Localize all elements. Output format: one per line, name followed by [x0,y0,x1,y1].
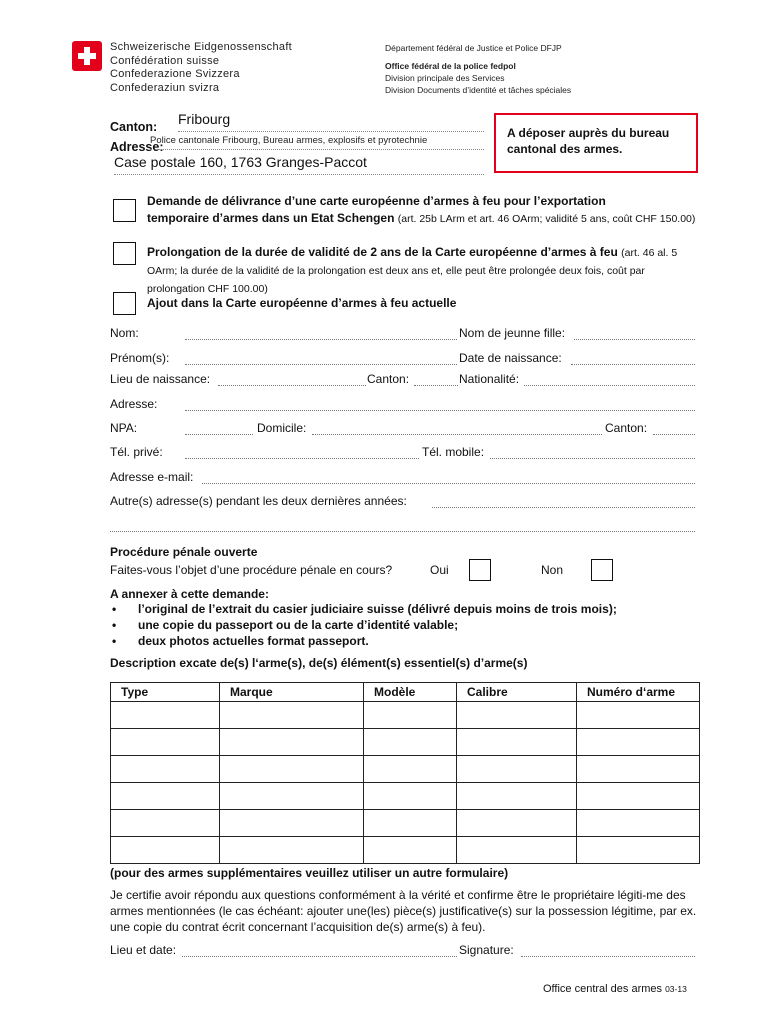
other-addresses-field-2[interactable] [110,531,695,532]
email-field[interactable] [202,483,695,484]
domicile-field[interactable] [312,434,602,435]
birth-canton-field[interactable] [414,385,458,386]
table-row [111,837,700,864]
address-value[interactable]: Police cantonale Fribourg, Bureau armes, explosifs et pyrotechnie [150,135,484,150]
table-header-row [111,683,700,702]
canton-value[interactable]: Fribourg [178,111,484,132]
confederation-rm: Confederaziun svizra [110,81,220,94]
table-cell[interactable] [220,702,364,729]
canton-label: Canton: [110,120,158,134]
tel-private-field[interactable] [185,458,419,459]
option-add-checkbox[interactable] [113,292,136,315]
maiden-name-field[interactable] [574,339,695,340]
table-row [111,729,700,756]
col-calibre: Calibre [457,683,577,702]
table-cell[interactable] [457,702,577,729]
table-cell[interactable] [364,810,457,837]
birth-canton-label: Canton: [367,372,410,386]
table-cell[interactable] [111,729,220,756]
deposit-notice-box: A déposer auprès du bureau cantonal des armes. [494,113,698,173]
table-cell[interactable] [577,837,700,864]
table-cell[interactable] [364,702,457,729]
table-cell[interactable] [111,837,220,864]
birthdate-label: Date de naissance: [459,351,562,365]
penal-yes-checkbox[interactable] [469,559,491,581]
prenom-field[interactable] [185,364,457,365]
penal-question: Faites-vous l’objet d’une procédure pénale en cours? [110,563,393,577]
table-cell[interactable] [577,810,700,837]
table-cell[interactable] [111,702,220,729]
confederation-de: Schweizerische Eidgenossenschaft [110,41,293,53]
signature-label: Signature: [459,943,514,957]
col-numero: Numéro d‘arme [577,683,700,702]
col-marque: Marque [220,683,364,702]
npa-field[interactable] [185,434,253,435]
adresse-label: Adresse: [110,397,158,411]
division-docs: Division Documents d’identité et tâches spéciales [385,85,572,95]
weapons-table [110,682,700,864]
weapon-description-title: Description excate de(s) l‘arme(s), de(s) élément(s) essentiel(s) d’arme(s) [110,656,528,670]
table-row [111,756,700,783]
birthplace-field[interactable] [218,385,366,386]
table-cell[interactable] [364,756,457,783]
tel-private-label: Tél. privé: [110,445,163,459]
place-date-field[interactable] [182,956,457,957]
footer [543,983,687,995]
other-addresses-field[interactable] [432,507,695,508]
table-cell[interactable] [364,783,457,810]
option-add-text: Ajout dans la Carte européenne d’armes à feu actuelle [147,296,457,310]
table-cell[interactable] [111,810,220,837]
canton2-label: Canton: [605,421,648,435]
signature-field[interactable] [521,956,695,957]
table-cell[interactable] [457,783,577,810]
table-cell[interactable] [364,729,457,756]
tel-mobile-label: Tél. mobile: [422,445,485,459]
nationality-field[interactable] [524,385,695,386]
annex-list [110,601,617,649]
table-cell[interactable] [577,729,700,756]
table-cell[interactable] [457,729,577,756]
birthplace-label: Lieu de naissance: [110,372,211,386]
option-prolongation-text: Prolongation de la durée de validité de 2 ans de la Carte européenne d’armes à feu (art. 46 al. 5 OArm; la durée de la validité de la prolongation est deux ans et, elle peut être prolongée deux fois, coût par prolongation CHF 100.00) [147,245,678,295]
division-main: Division principale des Services [385,73,505,83]
table-row [111,702,700,729]
confederation-fr: Confédération suisse [110,54,220,67]
table-cell[interactable] [111,756,220,783]
table-cell[interactable] [577,702,700,729]
penal-no-label: Non [541,563,564,577]
other-addresses-label: Autre(s) adresse(s) pendant les deux dernières années: [110,494,407,508]
nom-field[interactable] [185,339,457,340]
footer-code: 03-13 [665,984,687,994]
place-date-label: Lieu et date: [110,943,177,957]
table-cell[interactable] [457,756,577,783]
penal-no-checkbox[interactable] [591,559,613,581]
confederation-names [110,41,292,95]
table-cell[interactable] [577,783,700,810]
table-cell[interactable] [111,783,220,810]
table-cell[interactable] [220,729,364,756]
email-label: Adresse e-mail: [110,470,194,484]
domicile-label: Domicile: [257,421,307,435]
maiden-name-label: Nom de jeunne fille: [459,326,566,340]
birthdate-field[interactable] [571,364,695,365]
table-cell[interactable] [577,756,700,783]
penal-title: Procédure pénale ouverte [110,545,258,559]
tel-mobile-field[interactable] [490,458,695,459]
adresse-field[interactable] [185,410,695,411]
table-cell[interactable] [220,837,364,864]
swiss-flag-icon [72,41,102,71]
table-row [111,810,700,837]
department-block [385,42,571,96]
table-row [111,783,700,810]
option-prolongation-checkbox[interactable] [113,242,136,265]
table-cell[interactable] [457,837,577,864]
annex-item: • deux photos actuelles format passeport. [110,633,617,649]
certification-text: Je certifie avoir répondu aux questions conformément à la vérité et confirme être le propriétaire légiti-me des armes mentionnées (le cas échéant: ajouter une(les) pièce(s) justificative(s) sur la possession légitime, par ex. une copie du contrat écrit concernant l’acquisition de(s) arme(s) à feu). [110,888,697,934]
annex-title: A annexer à cette demande: [110,587,269,601]
confederation-it: Confederazione Svizzera [110,68,240,80]
col-modele: Modèle [364,683,457,702]
penal-yes-label: Oui [430,563,449,577]
table-cell[interactable] [220,810,364,837]
nationality-label: Nationalité: [459,372,520,386]
department-name: Département fédéral de Justice et Police DFJP [385,43,562,53]
option-export-checkbox[interactable] [113,199,136,222]
table-cell[interactable] [220,783,364,810]
annex-item: • l’original de l’extrait du casier judiciaire suisse (délivré depuis moins de trois mois); [110,601,617,617]
footer-office: Office central des armes [543,983,663,995]
prenom-label: Prénom(s): [110,351,170,365]
nom-label: Nom: [110,326,139,340]
canton2-field[interactable] [653,434,695,435]
office-name: Office fédéral de la police fedpol [385,61,516,71]
npa-label: NPA: [110,421,138,435]
col-type: Type [111,683,220,702]
table-cell[interactable] [457,810,577,837]
postal-address[interactable]: Case postale 160, 1763 Granges-Paccot [114,154,484,175]
annex-item: • une copie du passeport ou de la carte d’identité valable; [110,617,617,633]
table-cell[interactable] [220,756,364,783]
table-note: (pour des armes supplémentaires veuillez utiliser un autre formulaire) [110,866,509,880]
option-export-text: Demande de délivrance d’une carte européenne d’armes à feu pour l’exportation temporaire d’armes dans un Etat Schengen (art. 25b LArm et art. 46 OArm; validité 5 ans, coût CHF 150.00) [147,194,696,225]
table-cell[interactable] [364,837,457,864]
address-label: Adresse: [110,140,164,154]
